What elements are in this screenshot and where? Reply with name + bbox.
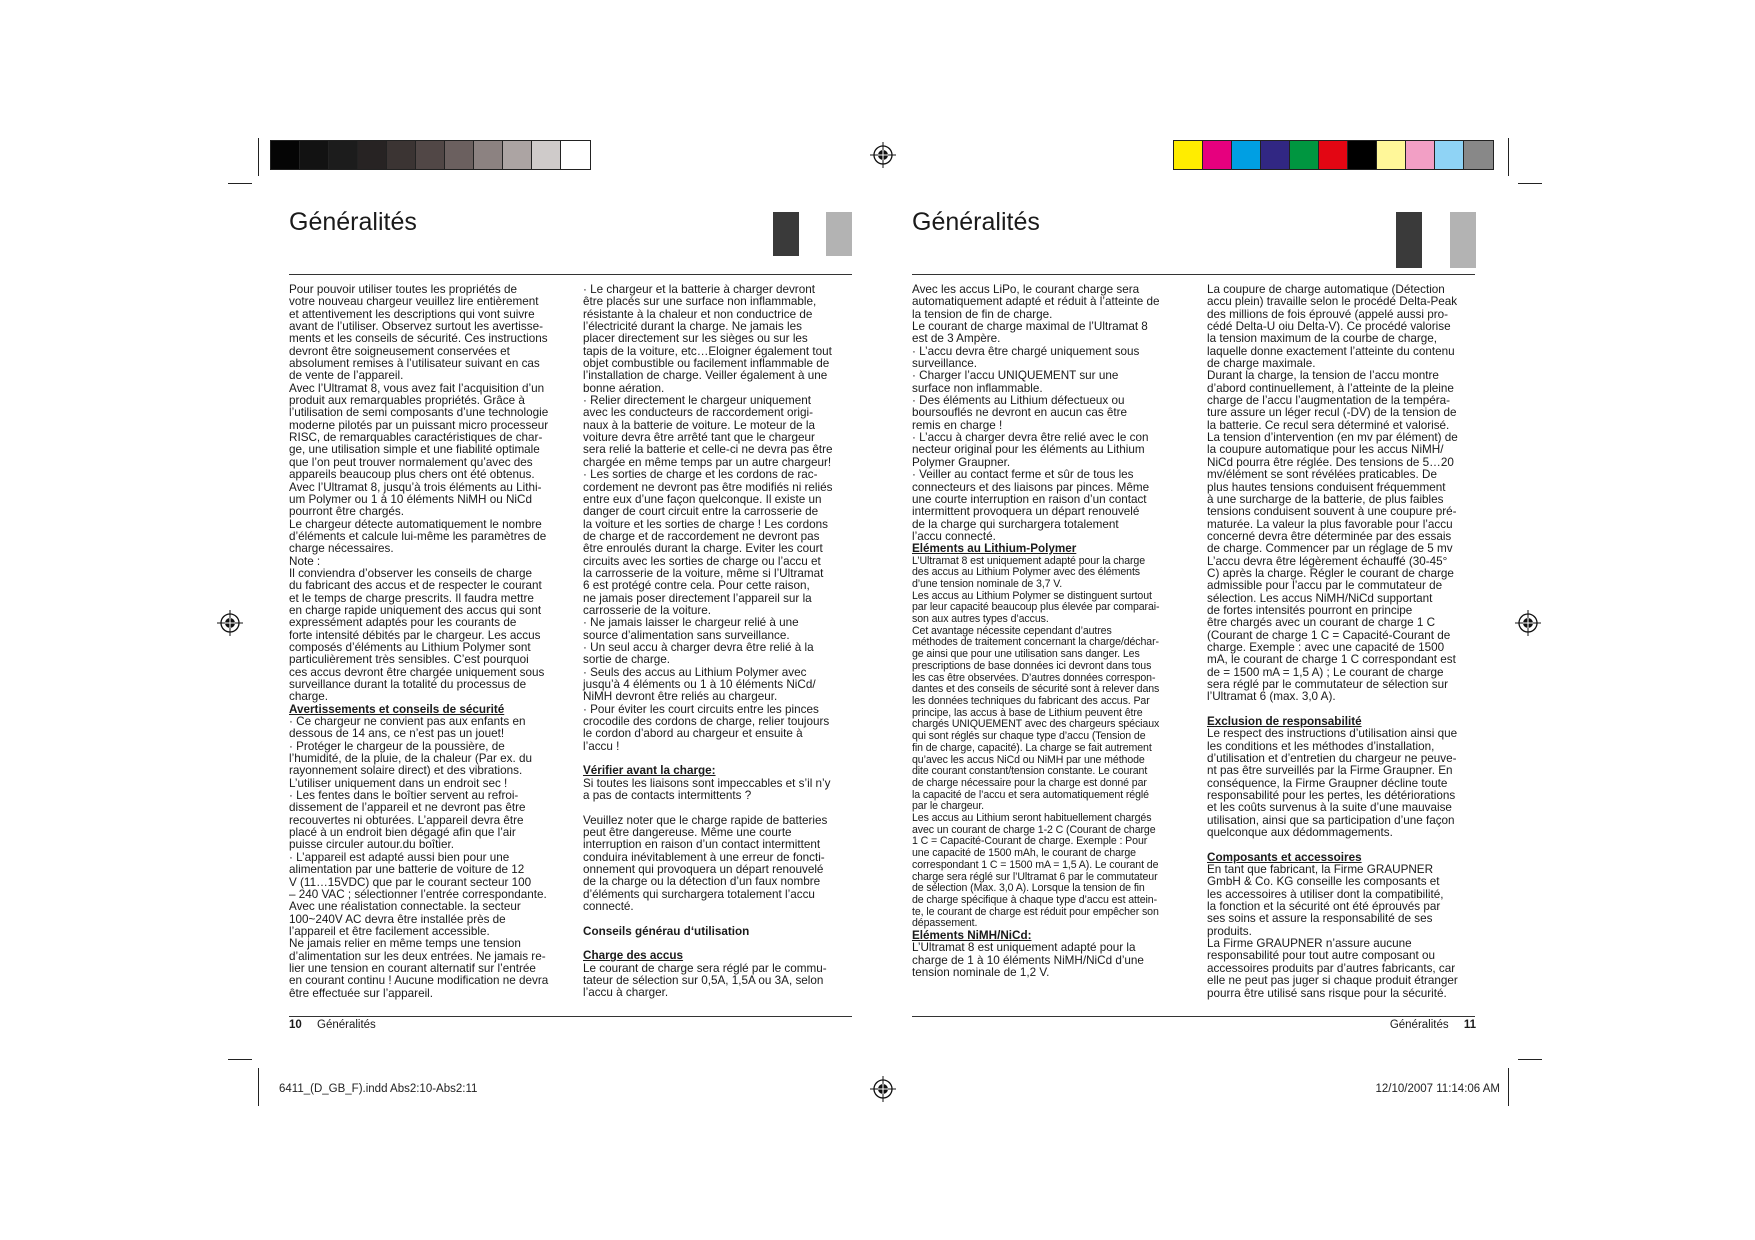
text-line: la carrosserie de la voiture, même si l’Ultramat xyxy=(583,566,824,580)
text-line: responsabilité pour tout autre composant ou xyxy=(1207,949,1436,963)
text-line: la tension de fin de charge. xyxy=(912,307,1053,321)
section-heading: Eléments NiMH/NiCd: xyxy=(912,929,1032,943)
section-heading: Exclusion de responsabilité xyxy=(1207,714,1362,728)
text-line: votre nouveau chargeur veuillez lire entièrement xyxy=(289,295,539,309)
paragraph-gap xyxy=(583,802,855,814)
text-line: charge de 1 à 10 éléments NiMH/NiCd d’une xyxy=(912,953,1144,967)
section-tab xyxy=(773,212,799,256)
text-line: les cas être observées. D’autres données correspon- xyxy=(912,671,1156,684)
text-line: de charge nécessaire pour la charge est donné par xyxy=(912,776,1147,789)
text-line: Avec l’Ultramat 8, jusqu’à trois éléments au Lithi- xyxy=(289,480,542,494)
text-line: être chargés avec un courant de charge 1 C xyxy=(1207,616,1436,630)
text-line: · Relier directement le chargeur uniquement xyxy=(583,394,812,408)
text-line: d’alimentation sur les deux entrées. Ne jamais re- xyxy=(289,949,546,963)
text-line: composés d’éléments au Lithium Polymer sont xyxy=(289,640,531,654)
color-swatch xyxy=(445,141,474,169)
text-line: être enroulés durant la charge. Eviter les court xyxy=(583,542,823,556)
text-line: chargés UNIQUEMENT avec des chargeurs spéciaux xyxy=(912,718,1160,731)
text-line: l’accu ! xyxy=(583,739,620,753)
footer-label: Généralités xyxy=(1389,1019,1449,1031)
text-line: naux à la batterie de voiture. Le moteur de la xyxy=(583,418,815,432)
text-line: des millions de fois éprouvé (appelé aussi pro- xyxy=(1207,307,1449,321)
text-line: de charge et de raccordement ne devront pas xyxy=(583,529,820,543)
date-slug: 12/10/2007 11:14:06 AM xyxy=(1375,1083,1500,1095)
header-rule xyxy=(912,274,1475,275)
text-line: · Ne jamais laisser le chargeur relié à une xyxy=(583,616,799,630)
text-line: ge ainsi que pour une utilisation sans danger. Les xyxy=(912,648,1140,661)
text-line: l’humidité, de la pluie, de la chaleur (Par ex. du xyxy=(289,752,532,766)
text-line: une courte interruption en raison d’un contact xyxy=(912,492,1147,506)
text-line: ces accus devront être chargée uniquement sous xyxy=(289,665,545,679)
text-line: l’Ultramat 6 (max. 3,0 A). xyxy=(1207,690,1336,704)
text-line: · L’accu à charger devra être relié avec le con xyxy=(912,431,1149,445)
header-rule xyxy=(289,274,852,275)
text-line: tateur de sélection sur 0,5A, 1,5A ou 3A, selon xyxy=(583,974,824,988)
text-line: elle ne peut pas juger si chaque produit étranger xyxy=(1207,974,1458,988)
text-line: · Le chargeur et la batterie à charger devront xyxy=(583,283,815,296)
text-line: et attentivement les descriptions qui vont suivre xyxy=(289,307,535,321)
text-line: l’utilisation de semi composants d’une technologie xyxy=(289,406,549,420)
text-line: l’installation de charge. Veiller également à une xyxy=(583,369,828,383)
text-line: Polymer Graupner. xyxy=(912,455,1011,469)
text-line: dissement de l’appareil et ne devront pas être xyxy=(289,801,526,815)
text-line: pourra être utilisé sans risque pour la sécurité. xyxy=(1207,986,1447,1000)
color-swatch xyxy=(1435,141,1464,169)
text-line: 1 C = Capacité-Courant de charge. Exemple : Pour xyxy=(912,835,1148,848)
text-line: Avec les accus LiPo, le courant charge sera xyxy=(912,283,1140,296)
text-line: puisse circuler autour.du boîtier. xyxy=(289,838,455,852)
section-heading: Charge des accus xyxy=(583,949,684,963)
text-line: particulièrement très sensibles. C’est pourquoi xyxy=(289,653,529,667)
text-line: charge de l’accu l’augmentation de la tempéra- xyxy=(1207,394,1450,408)
text-line: cédé Delta-U oiu Delta-V). Ce procédé valorise xyxy=(1207,320,1451,334)
text-line: a pas de contacts intermittents ? xyxy=(583,789,752,803)
text-line: d’éléments qui surchargera totalement l’accu xyxy=(583,887,815,901)
crop-mark xyxy=(228,183,252,184)
section-tab xyxy=(1396,212,1422,268)
text-line: correspondant 1 C = 1500 mA = 1,5 A). Le courant de xyxy=(912,858,1159,871)
text-line: d’utilisation et d’entretien du chargeur ne peuve- xyxy=(1207,752,1457,766)
text-line: 100~240V AC devra être installée près de xyxy=(289,912,506,926)
file-slug: 6411_(D_GB_F).indd Abs2:10-Abs2:11 xyxy=(279,1083,478,1095)
text-line: entre eux d’une façon quelconque. Il existe un xyxy=(583,492,822,506)
text-line: NiMH devront être reliés au chargeur. xyxy=(583,690,778,704)
text-line: appareils beaucoup plus chers ont été obtenus. xyxy=(289,468,535,482)
text-line: · Des éléments au Lithium défectueux ou xyxy=(912,394,1125,408)
text-line: plus hautes tensions conduisent fréquemment xyxy=(1207,480,1446,494)
text-line: qui sont réglés sur chaque type d’accu (Tension de xyxy=(912,730,1146,743)
color-swatch xyxy=(1377,141,1406,169)
text-line: des accus au Lithium Polymer avec des éléments xyxy=(912,566,1140,579)
text-line: Le courant de charge maximal de l’Ultramat 8 xyxy=(912,320,1148,334)
text-line: accu plein) travaille selon le procédé Delta-Peak xyxy=(1207,295,1458,309)
text-line: necteur original pour les éléments au Lithium xyxy=(912,443,1145,457)
color-swatch xyxy=(503,141,532,169)
text-line: Le courant de charge sera réglé par le commu- xyxy=(583,961,827,975)
text-line: charge. xyxy=(289,690,328,704)
text-line: · Les fentes dans le boîtier servent au refroi- xyxy=(289,789,519,803)
process-color-bar xyxy=(1173,140,1494,170)
text-line: · L’accu devra être chargé uniquement sous xyxy=(912,344,1140,358)
text-line: automatiquement adapté et réduit à l’atteinte de xyxy=(912,295,1160,309)
text-line: dite courant constant/tension constante. Le courant xyxy=(912,765,1148,778)
text-line: 6 est protégé contre cela. Pour cette raison, xyxy=(583,579,810,593)
text-line: jusqu’à 4 éléments ou 1 à 10 éléments NiCd/ xyxy=(583,678,816,691)
text-line: de fortes intensités pourront en principe xyxy=(1207,603,1413,617)
text-line: dépassement. xyxy=(912,917,978,930)
footer-rule xyxy=(289,1016,852,1017)
text-line: circuits avec les sorties de charge ou l’accu et xyxy=(583,554,821,568)
section-tab xyxy=(826,212,852,256)
text-line: tension nominale de 1,2 V. xyxy=(912,966,1050,980)
text-line: Il conviendra d’observer les conseils de charge xyxy=(289,566,532,580)
text-line: · Un seul accu à charger devra être relié à la xyxy=(583,640,814,654)
paragraph-gap xyxy=(1207,839,1479,851)
text-line: alimentation par une batterie de voiture de 12 xyxy=(289,863,525,877)
text-line: · L’appareil est adapté aussi bien pour une xyxy=(289,850,510,864)
text-line: de charge spécifique à chaque type d’accu est attein- xyxy=(912,893,1157,906)
section-heading: Composants et accessoires xyxy=(1207,850,1362,864)
crop-mark xyxy=(1508,1068,1509,1106)
text-line: la voiture et les sorties de charge ! Les cordons xyxy=(583,517,828,531)
text-line: Cet avantage nécessite cependant d’autres xyxy=(912,624,1112,637)
color-swatch xyxy=(1319,141,1348,169)
text-line: responsabilité pour les pertes, les détériorations xyxy=(1207,789,1456,803)
text-line: objet combustible ou facilement inflammable de xyxy=(583,357,830,371)
text-column xyxy=(912,284,1187,979)
text-line: placer directement sur les sièges ou sur les xyxy=(583,332,808,346)
text-line: avant de l’utiliser. Observez surtout les avertisse- xyxy=(289,320,543,334)
grayscale-color-bar xyxy=(270,140,591,170)
text-line: · Pour éviter les court circuits entre les pinces xyxy=(583,702,819,716)
text-line: dessous de 14 ans, ce n’est pas un jouet! xyxy=(289,727,505,741)
text-line: absolument remises à l’utilisateur suivant en cas xyxy=(289,357,540,371)
color-swatch xyxy=(1232,141,1261,169)
color-swatch xyxy=(416,141,445,169)
text-line: maturée. La valeur la plus favorable pour l’accu xyxy=(1207,517,1453,531)
section-heading: Eléments au Lithium-Polymer xyxy=(912,542,1077,556)
text-line: sortie de charge. xyxy=(583,653,671,667)
text-line: chargée en même temps par un autre chargeur! xyxy=(583,455,832,469)
text-line: boursouflés ne devront en aucun cas être xyxy=(912,406,1128,420)
text-line: résistante à la chaleur et non conductrice de xyxy=(583,307,813,321)
text-line: surface non inflammable. xyxy=(912,381,1043,395)
text-line: avec les conducteurs de raccordement origi- xyxy=(583,406,813,420)
text-line: le cordon d’abord au chargeur et ensuite à xyxy=(583,727,803,741)
color-swatch xyxy=(474,141,503,169)
color-swatch xyxy=(387,141,416,169)
text-line: en charge rapide uniquement des accus qui sont xyxy=(289,603,542,617)
crop-mark xyxy=(258,1068,259,1106)
text-line: recouvertes ni obturées. L’appareil devra être xyxy=(289,813,524,827)
text-line: La tension d’intervention (en mv par élément) de xyxy=(1207,431,1458,445)
text-line: C) après la charge. Régler le courant de charge xyxy=(1207,566,1454,580)
text-line: NiCd pourra être réglée. Des tensions de 5…20 xyxy=(1207,455,1454,469)
color-swatch xyxy=(329,141,358,169)
section-heading: Avertissements et conseils de sécurité xyxy=(289,702,505,716)
text-line: de la charge qui surchargera totalement xyxy=(912,517,1119,531)
color-swatch xyxy=(1290,141,1319,169)
text-line: la coupure automatique pour les accus NiMH/ xyxy=(1207,443,1444,457)
text-line: peut être dangereuse. Même une courte xyxy=(583,826,792,840)
footer-label: Généralités xyxy=(317,1019,376,1031)
text-line: d’éléments et calcule lui-même les paramètres de xyxy=(289,529,547,543)
text-line: les conditions et les méthodes d’installation, xyxy=(1207,739,1435,753)
text-line: · Veiller au contact ferme et sûr de tous les xyxy=(912,468,1134,482)
text-line: source d’alimentation sans surveillance. xyxy=(583,628,790,642)
section-tab xyxy=(1450,212,1476,268)
text-line: La coupure de charge automatique (Détection xyxy=(1207,283,1445,296)
text-line: admissible pour l’accu par le commutateur de xyxy=(1207,579,1443,593)
text-line: bonne aération. xyxy=(583,381,665,395)
text-line: onnement qui provoquera un départ renouvelé xyxy=(583,863,824,877)
text-line: charge sera réglé sur l’Ultramat 6 par le commutateur xyxy=(912,870,1158,883)
text-line: mA, le courant de charge 1 C correspondant est xyxy=(1207,653,1456,667)
text-column xyxy=(1207,284,1479,1000)
text-line: fin de charge, capacité). La charge se fait autrement xyxy=(912,741,1152,754)
text-line: remis en charge ! xyxy=(912,418,1003,432)
text-line: la capacité de l’accu et sera automatiquement réglé xyxy=(912,788,1149,801)
text-line: utilisation, ainsi que sa participation d’une façon xyxy=(1207,813,1455,827)
text-line: Pour pouvoir utiliser toutes les propriétés de xyxy=(289,283,518,296)
text-line: méthodes de traitement concernant la charge/déchar- xyxy=(912,636,1159,649)
text-line: ge, une utilisation simple et une fiabilité optimale xyxy=(289,443,540,457)
text-line: sélection. Les accus NiMH/NiCd supportant xyxy=(1207,591,1433,605)
text-line: ses soins et assure la responsabilité de ses xyxy=(1207,912,1433,926)
text-line: connecté. xyxy=(583,900,634,914)
text-line: de charge. Commencer par un réglage de 5 mv xyxy=(1207,542,1453,556)
text-line: de charge maximale. xyxy=(1207,357,1316,371)
text-line: conduira inévitablement à une erreur de foncti- xyxy=(583,850,825,864)
text-line: um Polymer ou 1 à 10 éléments NiMH ou NiCd xyxy=(289,492,532,506)
text-line: charge nécessaires. xyxy=(289,542,394,556)
text-line: qu’avec les accus NiCd ou NiMH par une méthode xyxy=(912,753,1145,766)
text-line: être placés sur une surface non inflammable, xyxy=(583,295,817,309)
text-line: · Seuls des accus au Lithium Polymer avec xyxy=(583,665,807,679)
crop-mark xyxy=(228,1059,252,1060)
text-line: et le temps de charge prescrits. Il faudra mettre xyxy=(289,591,534,605)
text-line: moderne pilotés par un puissant micro processeur xyxy=(289,418,549,432)
text-line: RISC, de remarquables caractéristiques de char- xyxy=(289,431,543,445)
text-line: mv/élément se sont révélées praticables. De xyxy=(1207,468,1437,482)
text-line: tapis de la voiture, etc…Eloigner également tout xyxy=(583,344,832,358)
text-line: · Protéger le chargeur de la poussière, de xyxy=(289,739,505,753)
text-line: en courant continu ! Aucune modification ne devra xyxy=(289,974,549,988)
text-line: Avec une réalistation connectable. la secteur xyxy=(289,900,521,914)
text-line: Ne jamais relier en même temps une tension xyxy=(289,937,521,951)
registration-mark-icon xyxy=(870,1076,896,1102)
text-line: rayonnement solaire direct) et des vibrations. xyxy=(289,764,523,778)
text-line: · Ce chargeur ne convient pas aux enfants en xyxy=(289,715,526,729)
registration-mark-icon xyxy=(217,610,243,636)
text-line: carrosserie de la voiture. xyxy=(583,603,711,617)
text-line: Les accus au Lithium seront habituellement chargés xyxy=(912,812,1152,825)
crop-mark xyxy=(1508,138,1509,176)
text-line: (Courant de charge 1 C = Capacité-Courant de xyxy=(1207,628,1451,642)
text-line: En tant que fabricant, la Firme GRAUPNER xyxy=(1207,863,1434,877)
footer xyxy=(289,1019,376,1031)
text-line: expressément adaptés pour les courants de xyxy=(289,616,517,630)
text-line: surveillance. xyxy=(912,357,977,371)
color-swatch xyxy=(1261,141,1290,169)
text-line: interruption en raison d’un contact intermittent xyxy=(583,838,821,852)
text-line: L’Ultramat 8 est uniquement adapté pour la charge xyxy=(912,554,1146,567)
text-line: et les coûts survenus à la suite d’une mauvaise xyxy=(1207,801,1452,815)
crop-mark xyxy=(1518,183,1542,184)
text-column xyxy=(289,284,564,1000)
text-line: L’utiliser uniquement dans un endroit sec ! xyxy=(289,776,508,790)
text-line: te, le courant de charge est réduit pour empêcher son xyxy=(912,905,1159,918)
text-line: devront être soigneusement conservées et xyxy=(289,344,510,358)
text-line: ture assure un léger recul (-DV) de la tension de xyxy=(1207,406,1457,420)
text-line: Veuillez noter que le charge rapide de batteries xyxy=(583,813,828,827)
page-number: 10 xyxy=(289,1019,302,1031)
text-line: Avec l’Ultramat 8, vous avez fait l’acquisition d’un xyxy=(289,381,545,395)
text-line: Le respect des instructions d’utilisation ainsi que xyxy=(1207,727,1458,741)
text-line: L’Ultramat 8 est uniquement adapté pour la xyxy=(912,941,1136,955)
text-line: L’accu devra être légèrement échauffé (30-45° xyxy=(1207,554,1448,568)
text-line: intermittent provoquera un départ renouvelé xyxy=(912,505,1140,519)
text-line: sera réglé par le commutateur de sélection sur xyxy=(1207,678,1449,691)
color-swatch xyxy=(1203,141,1232,169)
page-number: 11 xyxy=(1463,1019,1476,1031)
text-line: V (11…15VDC) que par le courant secteur 100 xyxy=(289,875,532,889)
text-line: placé à un endroit bien dégagé afin que l’air xyxy=(289,826,516,840)
registration-mark-icon xyxy=(1515,610,1541,636)
text-line: crocodile des cordons de charge, relier toujours xyxy=(583,715,830,729)
text-line: nt pas être surveillés par la Firme Graupner. En xyxy=(1207,764,1453,778)
text-line: cordement ne devront pas être modifiés ni reliés xyxy=(583,480,833,494)
text-line: pourront être chargés. xyxy=(289,505,404,519)
text-line: concerné devra être déterminée par des essais xyxy=(1207,529,1452,543)
text-line: de = 1500 mA = 1,5 A) ; Le courant de charge xyxy=(1207,665,1444,679)
text-line: principe, las accus à base de Lithium peuvent être xyxy=(912,706,1143,719)
text-line: l’appareil et être facilement accessible. xyxy=(289,924,490,938)
text-line: connecteurs et des liaisons par pinces. Même xyxy=(912,480,1150,494)
text-line: – 240 VAC ; sélectionner l’entrée correspondante. xyxy=(289,887,547,901)
crop-mark xyxy=(1518,1059,1542,1060)
registration-mark-icon xyxy=(870,142,896,168)
text-line: les données techniques du fabricant des accus. Par xyxy=(912,695,1150,707)
text-line: la fonction et la sécurité ont été éprouvés par xyxy=(1207,900,1441,914)
text-line: charge. Exemple : avec une capacité de 1500 xyxy=(1207,640,1445,654)
text-line: est de 3 Ampère. xyxy=(912,332,1001,346)
text-line: être effectuée sur l’appareil. xyxy=(289,986,434,1000)
color-swatch xyxy=(1348,141,1377,169)
color-swatch xyxy=(532,141,561,169)
text-line: d’une tension nominale de 3,7 V. xyxy=(912,577,1063,590)
page-title: Généralités xyxy=(289,208,417,236)
text-line: prescriptions de base données ici devront dans tous xyxy=(912,659,1152,672)
text-line: ments et les conseils de sécurité. Ces instructions xyxy=(289,332,548,346)
crop-mark xyxy=(258,138,259,176)
text-line: ne jamais poser directement l’appareil sur la xyxy=(583,591,812,605)
text-line: les accessoires à utiliser dont la compatibilité, xyxy=(1207,887,1444,901)
text-line: dantes et des conseils de sécurité sont à relever dans xyxy=(912,683,1160,696)
text-line: la batterie. Ce recul sera déterminé et valorisé. xyxy=(1207,418,1450,432)
color-swatch xyxy=(300,141,329,169)
text-line: l’accu à charger. xyxy=(583,986,669,1000)
text-line: Durant la charge, la tension de l’accu montre xyxy=(1207,369,1439,383)
text-line: de sélection (Max. 3,0 A). Lorsque la tension de fin xyxy=(912,882,1145,895)
text-line: l’électricité durant la charge. Ne jamais les xyxy=(583,320,802,334)
text-line: accessoires produits par d’autres fabricants, car xyxy=(1207,961,1456,975)
text-line: son aux autres types d’accus. xyxy=(912,613,1049,626)
text-line: quelconque aux dédommagements. xyxy=(1207,826,1393,840)
text-line: du fabricant des accus et de respecter le courant xyxy=(289,579,542,593)
text-line: avec un courant de charge 1-2 C (Courant de charge xyxy=(912,823,1156,836)
text-line: Note : xyxy=(289,554,321,568)
text-line: danger de court circuit entre la carrosserie de xyxy=(583,505,819,519)
text-column xyxy=(583,284,855,1000)
text-line: surveillance durant la totalité du processus de xyxy=(289,678,527,691)
text-line: la tension maximum de la courbe de charge, xyxy=(1207,332,1437,346)
color-swatch xyxy=(1464,141,1493,169)
text-line: conséquence, la Firme Graupner décline toute xyxy=(1207,776,1448,790)
footer xyxy=(1390,1019,1476,1031)
text-line: l’accu connecté. xyxy=(912,529,996,543)
text-line: à une surcharge de la batterie, de plus faibles xyxy=(1207,492,1444,506)
paragraph-gap xyxy=(583,913,855,925)
text-line: tensions conduisent souvent à une coupure pré- xyxy=(1207,505,1457,519)
text-line: sera relié la batterie et celle-ci ne devra pas être xyxy=(583,443,833,457)
page-title: Généralités xyxy=(912,208,1040,236)
footer-rule xyxy=(912,1016,1475,1017)
text-line: Si toutes les liaisons sont impeccables et s’il n’y xyxy=(583,776,831,790)
text-line: une capacité de 1500 mAh, le courant de charge xyxy=(912,847,1136,860)
color-swatch xyxy=(561,141,590,169)
text-line: · Charger l’accu UNIQUEMENT sur une xyxy=(912,369,1119,383)
text-line: d’abord continuellement, à l’atteinte de la pleine xyxy=(1207,381,1454,395)
text-line: La Firme GRAUPNER n’assure aucune xyxy=(1207,937,1412,951)
color-swatch xyxy=(1174,141,1203,169)
text-line: forte intensité débités par le chargeur. Les accus xyxy=(289,628,541,642)
color-swatch xyxy=(271,141,300,169)
text-line: par leur capacité beaucoup plus élevée par comparai- xyxy=(912,601,1160,614)
section-heading: Conseils générau d‘utilisation xyxy=(583,924,750,938)
section-heading: Vérifier avant la charge: xyxy=(583,764,716,778)
text-line: · Les sorties de charge et les cordons de rac- xyxy=(583,468,818,482)
text-line: lier une tension en courant alternatif sur l’entrée xyxy=(289,961,536,975)
text-line: laquelle donne exactement l’atteinte du contenu xyxy=(1207,344,1455,358)
text-line: produit aux remarquables propriétés. Grâce à xyxy=(289,394,525,408)
text-line: de vente de l’appareil. xyxy=(289,369,404,383)
color-swatch xyxy=(1406,141,1435,169)
text-line: de la charge ou la détection d’un faux nombre xyxy=(583,875,821,889)
text-line: produits. xyxy=(1207,924,1252,938)
text-line: que l’on peut trouver normalement qu’avec des xyxy=(289,455,533,469)
text-line: par le chargeur. xyxy=(912,800,985,813)
text-line: Le chargeur détecte automatiquement le nombre xyxy=(289,517,542,531)
text-line: voiture devra être arrêté tant que le chargeur xyxy=(583,431,815,445)
text-line: Les accus au Lithium Polymer se distinguent surtout xyxy=(912,589,1152,602)
color-swatch xyxy=(358,141,387,169)
text-line: GmbH & Co. KG conseille les composants et xyxy=(1207,875,1440,889)
